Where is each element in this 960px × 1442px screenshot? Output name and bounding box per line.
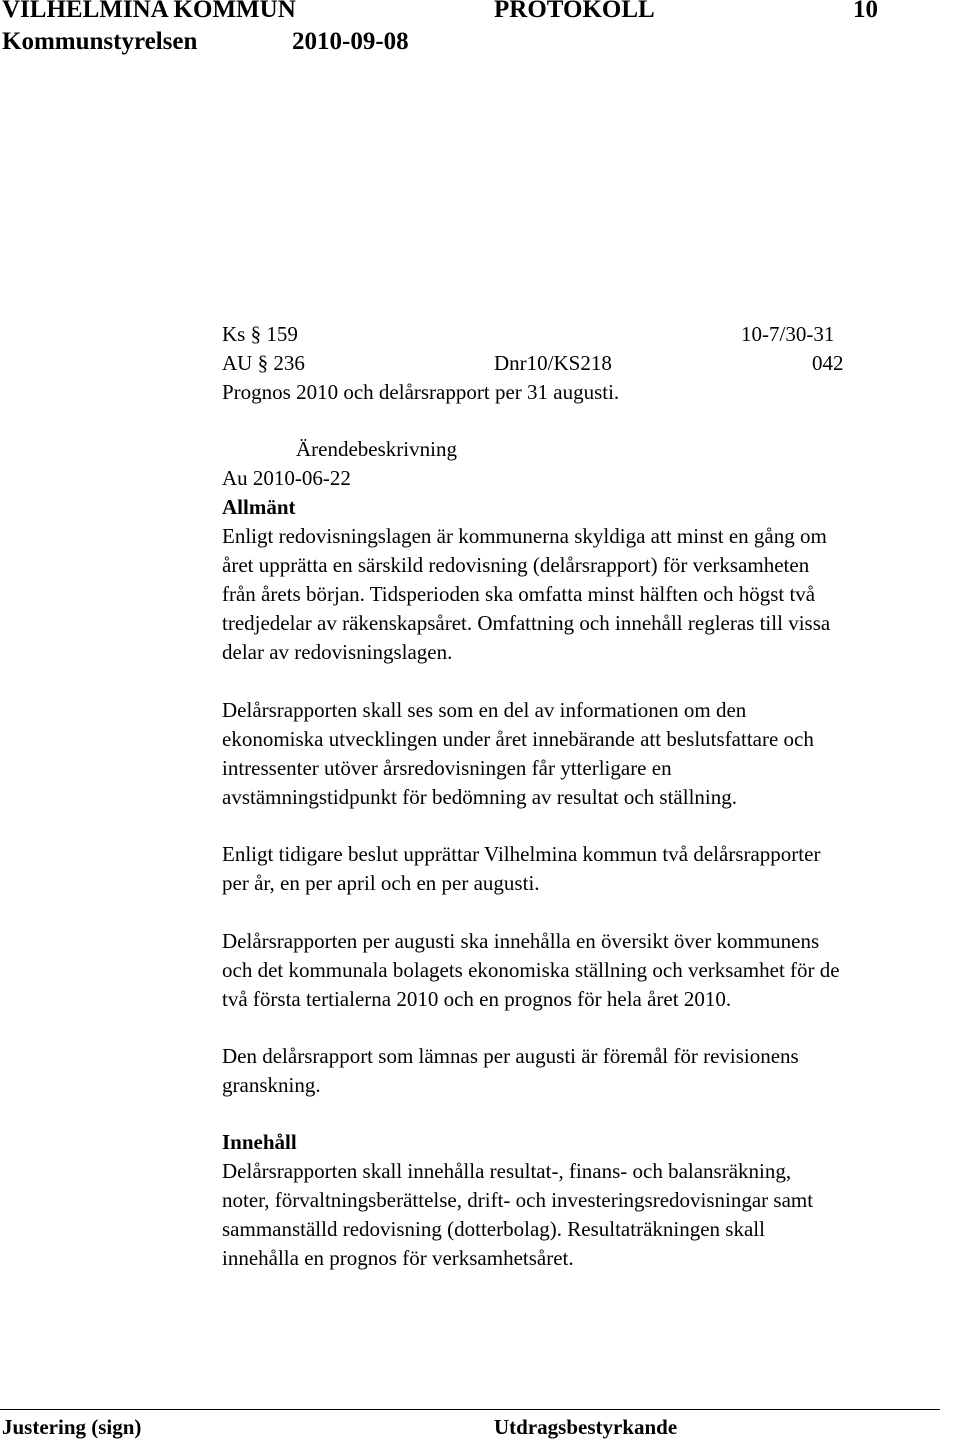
allmant-heading: Allmänt: [222, 495, 296, 519]
footer-rule: [0, 1409, 940, 1410]
paragraph-line: avstämningstidpunkt för bedömning av resultat och ställning.: [222, 785, 738, 809]
innehall-line: innehålla en prognos för verksamhetsåret.: [222, 1246, 574, 1270]
allmant-line: från årets början. Tidsperioden ska omfatta minst hälften och högst två: [222, 582, 816, 606]
paragraph-line: granskning.: [222, 1073, 321, 1097]
dnr-number: Dnr10/KS218: [494, 351, 612, 375]
paragraph-august-report: [222, 927, 960, 1014]
paragraph-line: Enligt tidigare beslut upprättar Vilhelmina kommun två delårsrapporter: [222, 842, 821, 866]
paragraph-schedule: [222, 840, 960, 898]
paragraph-line: två första tertialerna 2010 och en prognos för hela året 2010.: [222, 987, 732, 1011]
paragraph-audit: [222, 1042, 960, 1100]
allmant-line: Enligt redovisningslagen är kommunerna skyldiga att minst en gång om: [222, 524, 827, 548]
header-doc-type: PROTOKOLL: [494, 0, 655, 23]
ks-label: Ks § 159: [222, 322, 298, 346]
innehall-line: noter, förvaltningsberättelse, drift- och investeringsredovisningar samt: [222, 1188, 814, 1212]
paragraph-line: intressenter utöver årsredovisningen får ytterligare en: [222, 756, 672, 780]
case-title: Prognos 2010 och delårsrapport per 31 augusti.: [222, 380, 620, 404]
header-date: 2010-09-08: [292, 28, 409, 55]
paragraph-line: Den delårsrapport som lämnas per augusti är föremål för revisionens: [222, 1044, 799, 1068]
paragraph-line: och det kommunala bolagets ekonomiska ställning och verksamhet för de: [222, 958, 840, 982]
paragraph-line: per år, en per april och en per augusti.: [222, 871, 540, 895]
footer-utdragsbestyrkande: Utdragsbestyrkande: [494, 1415, 678, 1439]
innehall-line: Delårsrapporten skall innehålla resultat-, finans- och balansräkning,: [222, 1159, 792, 1183]
header-body: Kommunstyrelsen: [2, 28, 198, 55]
header-page-number: 10: [853, 0, 878, 23]
paragraph-purpose: [222, 696, 960, 812]
section-heading: Ärendebeskrivning: [296, 437, 457, 461]
innehall-section: [222, 1128, 960, 1273]
paragraph-line: Delårsrapporten per augusti ska innehålla en översikt över kommunens: [222, 929, 820, 953]
case-code: 042: [812, 351, 844, 375]
header-municipality: VILHELMINA KOMMUN: [2, 0, 296, 23]
au-label: AU § 236: [222, 351, 305, 375]
paragraph-line: ekonomiska utvecklingen under året innebärande att beslutsfattare och: [222, 727, 814, 751]
innehall-heading: Innehåll: [222, 1130, 297, 1154]
innehall-line: sammanställd redovisning (dotterbolag). Resultaträkningen skall: [222, 1217, 765, 1241]
allmant-line: tredjedelar av räkenskapsåret. Omfattning och innehåll regleras till vissa: [222, 611, 831, 635]
allmant-line: året upprätta en särskild redovisning (delårsrapport) för verksamheten: [222, 553, 810, 577]
allmant-line: delar av redovisningslagen.: [222, 640, 453, 664]
paragraph-line: Delårsrapporten skall ses som en del av informationen om den: [222, 698, 747, 722]
footer-justering: Justering (sign): [2, 1415, 142, 1439]
allmant-section: [222, 493, 960, 667]
ks-reference: 10-7/30-31: [741, 322, 835, 346]
au-date: Au 2010-06-22: [222, 466, 351, 490]
